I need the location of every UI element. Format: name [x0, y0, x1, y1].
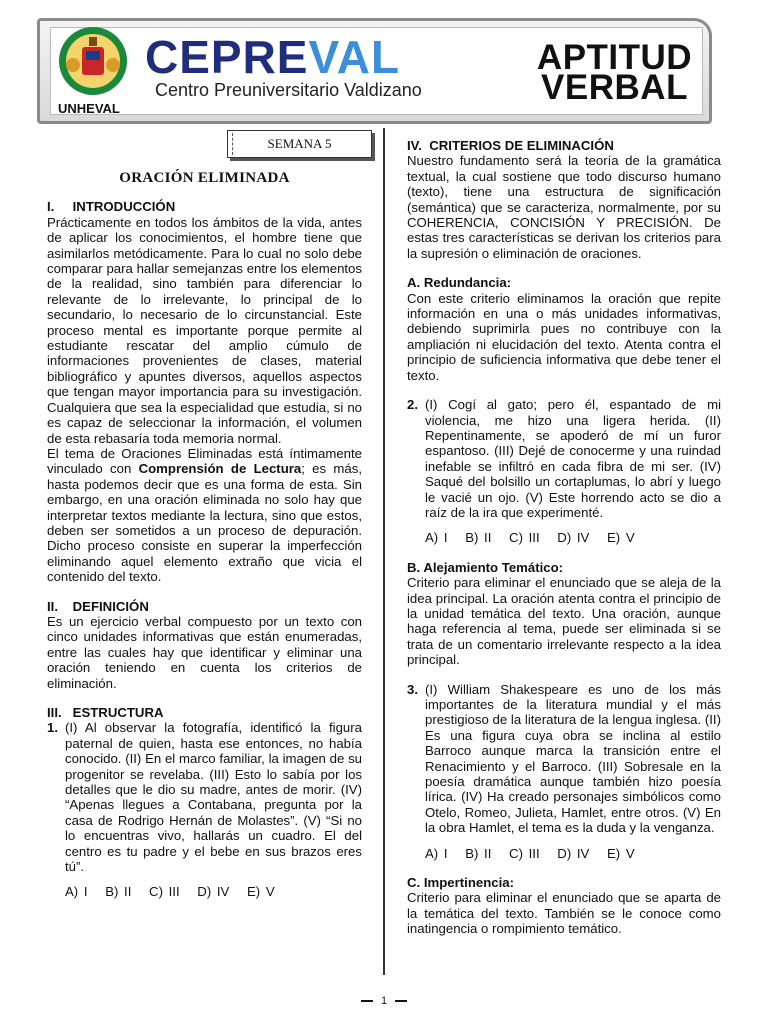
thematic-heading: B. Alejamiento Temático: [407, 559, 564, 575]
question-2 [407, 397, 721, 520]
criteria-text: Nuestro fundamento será la teoría de la gramática textual, la cual sostiene que todo discurso humano (texto), tiene una estructura de significación (semántica) que se caracteriza, normalmente, por su COHERENCIA, CONCISIÓN Y PRECISIÓN. De estas tres características se derivan los criterios para la supresión o eliminación de oraciones. [407, 153, 721, 261]
intro-paragraph-1: Prácticamente en todos los ámbitos de la vida, antes de aplicar los conocimientos, el hombre tiene que asimilarlos metódicamente. Para lo cual no solo debe comparar para hallar semejanzas entre los elementos de la realidad, sino también para diferenciar lo relevante de lo irrelevante, lo principal de lo secundario, lo necesario de lo circunstancial. Este proceso mental es importante porque permite al estudiante rescatar del amplio cúmulo de informaciones provenientes de clases, material bibliográfico y apuntes diversos, aquellos aspectos que tengan mayor importancia para su investigación. Cualquiera que sea la especialidad que estudia, si no es capaz de seleccionar la información, el volumen de esta rebasaría toda memoria normal. [47, 214, 362, 446]
thematic-text: Criterio para eliminar el enunciado que se aleja de la idea principal. La oración atenta contra el principio de la unidad temática del texto. Una oración, aunque haga referencia al tema, puede ser eliminada si se trata de un comentario irrelevante respecto a la idea principal. [407, 575, 721, 668]
question-3-text: (I) William Shakespeare es uno de los más importantes de la literatura mundial y el más prestigioso de la literatura de la lengua inglesa. (II) Es una figura cuya obra se inclina al estilo Barroco aunque marca la transición entre el Renacimiento y el Barroco. (III) Sobresale en la poesía dramática aunque también hizo poesía lírica. (IV) Ha creado personajes simbólicos como Otelo, Romeo, Julieta, Hamlet, entre otros. (V) En la obra Hamlet, el tema es la duda y la venganza. [425, 681, 721, 836]
question-3-number: 3. [407, 681, 418, 697]
redundancy-text: Con este criterio eliminamos la oración que repite información en una o más unidades informativas, debiendo suprimirla pues no contribuye con la ampliación ni elucidación del texto. Atenta contra el principio de suficiencia informativa que debe tener el texto. [407, 290, 721, 383]
logo-label: UNHEVAL [58, 101, 120, 116]
option-c: C) III [509, 845, 540, 861]
intro-p2-start: El tema de Oraciones Eliminadas está íntimamente vinculado con [47, 445, 362, 477]
definition-text: Es un ejercicio verbal compuesto por un texto con cinco unidades informativas que están enumeradas, entre las cuales hay que identificar y eliminar una oración teniendo en cuenta los criterios de eliminación. [47, 613, 362, 691]
question-3-options [425, 846, 721, 861]
question-1 [47, 720, 362, 874]
document-title: ORACIÓN ELIMINADA [119, 170, 290, 186]
course-title [527, 38, 702, 107]
option-e: E) V [247, 884, 275, 900]
option-b: B) II [465, 530, 492, 546]
option-c: C) III [149, 884, 180, 900]
redundancy-heading: A. Redundancia: [407, 275, 512, 291]
week-label: SEMANA 5 [227, 130, 372, 158]
option-e: E) V [607, 530, 635, 546]
intro-heading: I. INTRODUCCIÓN [47, 199, 176, 215]
option-d: D) IV [557, 530, 590, 546]
option-b: B) II [465, 845, 492, 861]
brand-part-2: VAL [308, 31, 401, 83]
brand-part-1: CEPRE [145, 31, 309, 83]
page-number-value: 1 [380, 995, 388, 1007]
option-a: A) I [65, 884, 88, 900]
impertinence-text: Criterio para eliminar el enunciado que se aparta de la temática del texto. También se le conoce como inatingencia o rompimiento temático. [407, 890, 721, 937]
option-e: E) V [607, 845, 635, 861]
intro-p2-bold: Comprensión de Lectura [138, 461, 302, 477]
right-column [407, 138, 721, 937]
question-1-options [65, 884, 362, 899]
question-1-number: 1. [47, 720, 58, 736]
question-3 [407, 682, 721, 836]
option-d: D) IV [557, 845, 590, 861]
intro-p2-end: ; es más, hasta podemos decir que es una forma de esta. Sin embargo, en una oración eliminada no solo hay que interpretar textos mediante la lectura, sino que estos, deben ser sometidos a un proceso de depuración. Dicho proceso consiste en superar la imperfección eliminando aquel elemento extraño que vicia el contenido del texto. [47, 461, 362, 585]
course-title-line-1: APTITUD [536, 38, 693, 77]
option-c: C) III [509, 530, 540, 546]
question-2-number: 2. [407, 397, 418, 413]
brand-name [145, 31, 401, 83]
criteria-heading: IV. CRITERIOS DE ELIMINACIÓN [407, 138, 614, 153]
question-2-options [425, 530, 721, 545]
page-number [0, 995, 768, 1007]
question-1-text: (I) Al observar la fotografía, identificó la figura paternal de quien, hasta ese entonces, no había conocido. (II) En el marco familiar, la imagen de su progenitor se revelaba. (III) Esto lo sabía por los detalles que le dio su madre, antes de morir. (IV) “Apenas llegues a Contabana, pregunta por la casa de Rodrigo Hernán de Molastes”. (V) “Si no lo encuentras vivo, hallarás un cuadro. El del centro es tu padre y el bebe en sus brazos eres tú”. [65, 720, 362, 875]
option-b: B) II [105, 884, 132, 900]
definition-heading: II. DEFINICIÓN [47, 598, 149, 614]
question-2-text: (I) Cogí al gato; pero él, espantado de mi violencia, me hizo una ligera herida. (II) Repentinamente, se apoderó de mí un furor espantoso. (III) Dejé de conocerme y una ruindad inefable se infiltró en cada fibra de mi ser. (IV) Saqué del bolsillo un cortaplumas, lo abrí y luego le vacié un ojo. (V) Este horrendo acto se dio a raíz de la ira que experimenté. [425, 397, 721, 520]
structure-heading: III. ESTRUCTURA [47, 705, 164, 720]
column-divider [383, 128, 385, 975]
impertinence-heading: C. Impertinencia: [407, 875, 514, 891]
left-column [47, 130, 362, 900]
option-a: A) I [425, 530, 448, 546]
option-a: A) I [425, 845, 448, 861]
intro-paragraph-2 [47, 446, 362, 585]
option-d: D) IV [197, 884, 230, 900]
brand-subtitle: Centro Preuniversitario Valdizano [155, 80, 422, 100]
unheval-logo-icon [53, 25, 133, 97]
course-title-line-2: VERBAL [541, 68, 688, 107]
